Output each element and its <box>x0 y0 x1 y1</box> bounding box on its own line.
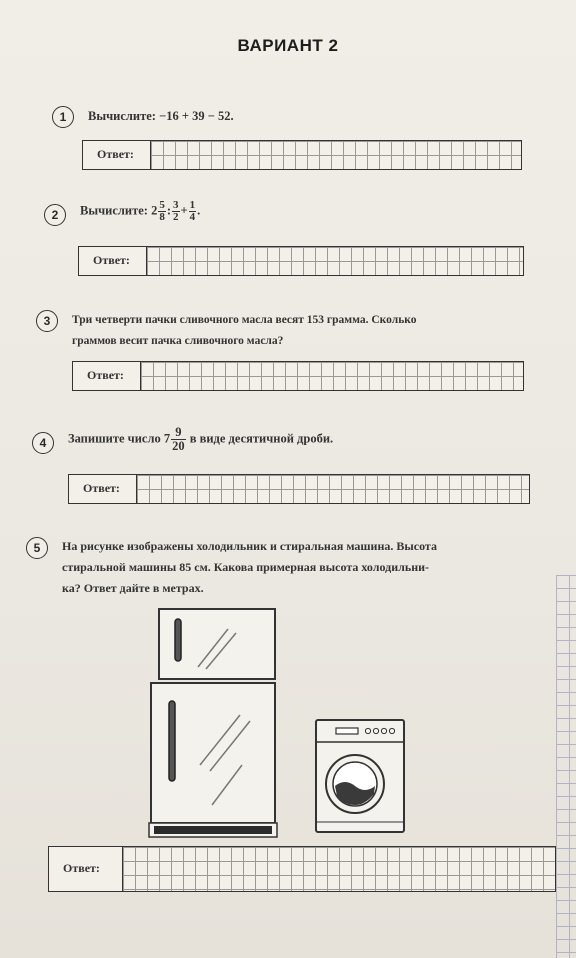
fraction-1-numerator: 5 <box>159 199 165 211</box>
question-2-number: 2 <box>44 204 66 226</box>
fridge-grille <box>154 826 272 834</box>
fraction-2-numerator: 3 <box>173 199 179 211</box>
answer-grid[interactable] <box>137 475 529 503</box>
question-4-text <box>68 426 333 453</box>
fraction-2 <box>172 200 180 223</box>
answer-box-2[interactable] <box>78 246 524 276</box>
fridge-handle <box>169 701 175 781</box>
question-2-prefix: Вычислите: 2 <box>80 203 158 218</box>
question-4-suffix: в виде десятичной дроби. <box>189 431 334 446</box>
fraction-3-numerator: 1 <box>189 199 196 211</box>
question-3-number: 3 <box>36 310 58 332</box>
answer-box-4[interactable] <box>68 474 530 504</box>
fraction-numerator: 9 <box>171 426 186 440</box>
answer-box-3[interactable] <box>72 361 524 391</box>
answer-grid[interactable] <box>151 141 521 169</box>
page-title: ВАРИАНТ 2 <box>237 36 339 55</box>
question-4-number: 4 <box>32 432 54 454</box>
question-4-prefix: Запишите число 7 <box>68 431 171 446</box>
margin-grid <box>556 575 576 958</box>
answer-grid[interactable] <box>147 247 523 275</box>
answer-label: Ответ: <box>49 847 123 891</box>
question-5-line-3: ка? Ответ дайте в метрах. <box>62 581 204 595</box>
fraction-mixed <box>171 426 186 453</box>
answer-box-5[interactable] <box>48 846 556 892</box>
question-3-line-2: граммов весит пачка сливочного масла? <box>72 335 284 347</box>
fraction-2-denominator: 2 <box>173 211 179 223</box>
fraction-1-denominator: 8 <box>159 211 165 223</box>
question-1-text: Вычислите: −16 + 39 − 52. <box>88 109 234 123</box>
answer-box-1[interactable] <box>82 140 522 170</box>
question-5-line-2: стиральной машины 85 см. Какова примерная высота холодильни- <box>62 560 430 574</box>
refrigerator-illustration <box>140 605 290 845</box>
question-3-text <box>72 310 417 352</box>
answer-label: Ответ: <box>79 247 147 275</box>
fraction-3-denominator: 4 <box>189 211 196 223</box>
answer-grid[interactable] <box>141 362 523 390</box>
answer-grid[interactable] <box>123 847 555 891</box>
freezer-handle <box>175 619 181 661</box>
fraction-3 <box>189 200 197 223</box>
answer-label: Ответ: <box>83 141 151 169</box>
question-1-number: 1 <box>52 106 74 128</box>
washing-machine-illustration <box>310 716 410 841</box>
plus-sign: + <box>180 203 188 218</box>
washer-display <box>336 728 358 734</box>
fraction-denominator: 20 <box>172 439 185 453</box>
question-2-suffix: . <box>197 203 201 218</box>
divide-sign: : <box>166 203 172 218</box>
question-5-line-1: На рисунке изображены холодильник и стиральная машина. Высота <box>62 539 437 553</box>
fraction-1 <box>158 200 166 223</box>
question-5-text <box>62 536 437 599</box>
question-3-line-1: Три четверти пачки сливочного масла весят 153 грамма. Сколько <box>72 314 417 326</box>
question-5-number: 5 <box>26 537 48 559</box>
question-2-text <box>80 200 200 223</box>
answer-label: Ответ: <box>69 475 137 503</box>
answer-label: Ответ: <box>73 362 141 390</box>
